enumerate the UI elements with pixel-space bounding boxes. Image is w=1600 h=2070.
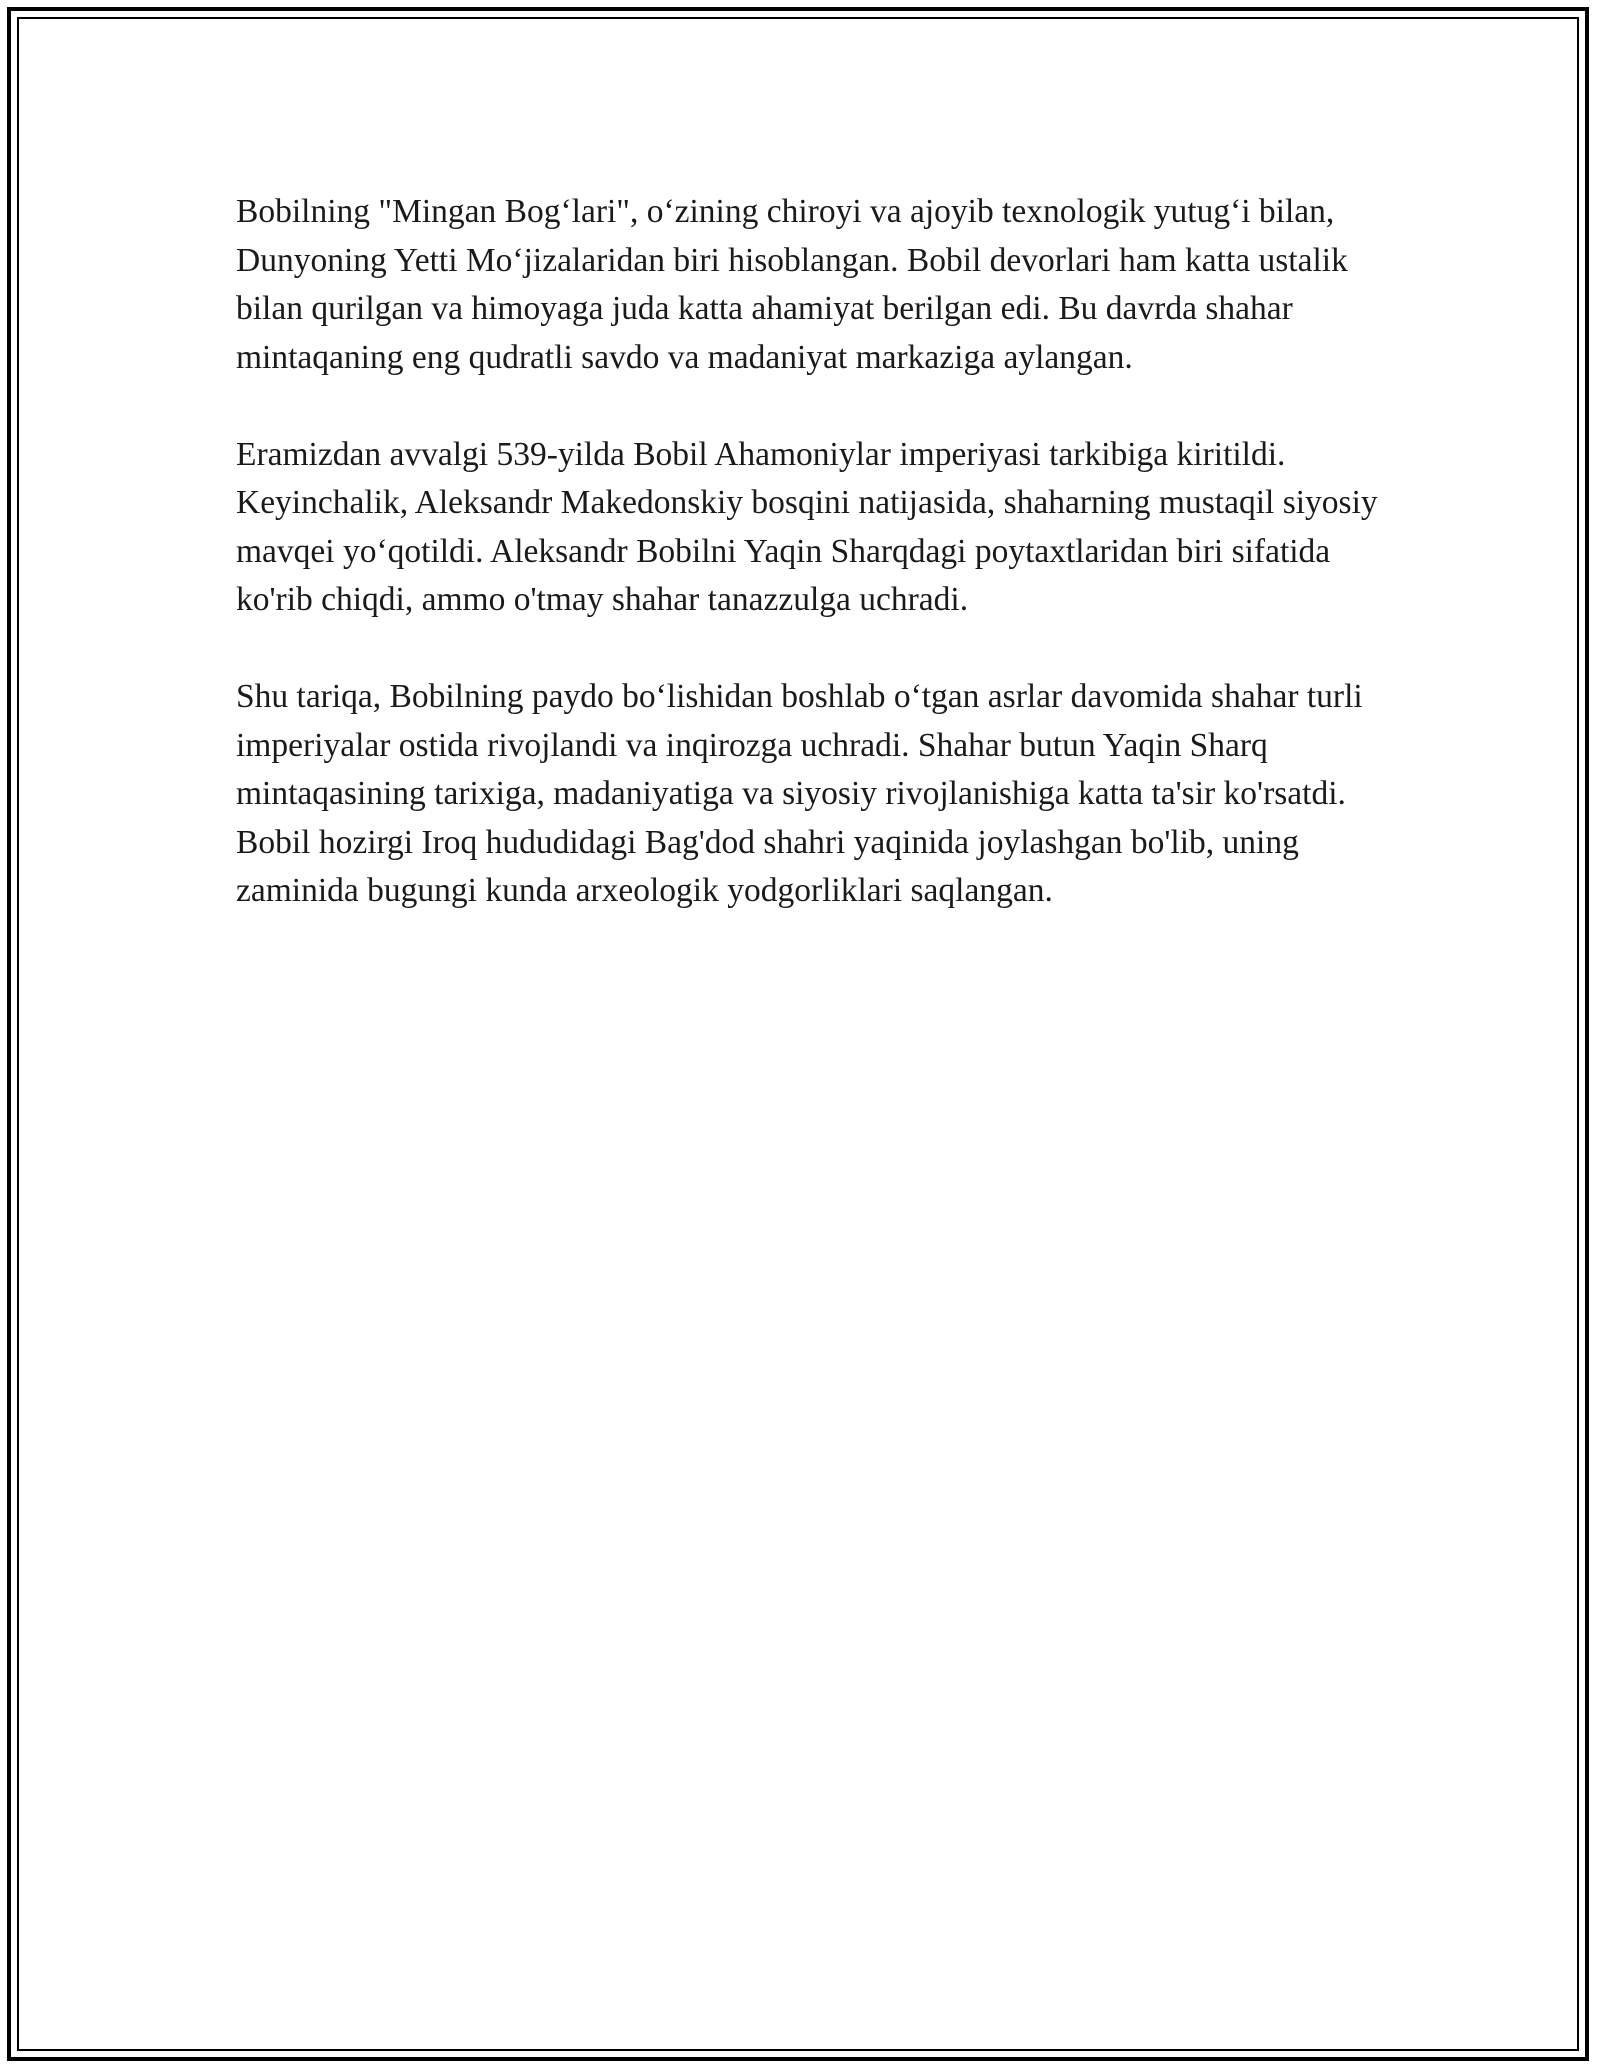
document-body <box>236 188 1386 964</box>
paragraph-2: Eramizdan avvalgi 539-yilda Bobil Ahamoniylar imperiyasi tarkibiga kiritildi. Keyinchalik, Aleksandr Makedonskiy bosqini natijasida, shaharning mustaqil siyosiy mavqei yo‘qotildi. Aleksandr Bobilni Yaqin Sharqdagi poytaxtlaridan biri sifatida ko'rib chiqdi, ammo o'tmay shahar tanazzulga uchradi. <box>236 435 1378 618</box>
paragraph-3: Shu tariqa, Bobilning paydo bo‘lishidan boshlab o‘tgan asrlar davomida shahar turli imperiyalar ostida rivojlandi va inqirozga uchradi. Shahar butun Yaqin Sharq mintaqasining tarixiga, madaniyatiga va siyosiy rivojlanishiga katta ta'sir ko'rsatdi. Bobil hozirgi Iroq hududidagi Bag'dod shahri yaqinida joylashgan bo'lib, uning zaminida bugungi kunda arxeologik yodgorliklari saqlangan. <box>236 678 1363 909</box>
paragraph-1: Bobilning "Mingan Bog‘lari", o‘zining chiroyi va ajoyib texnologik yutug‘i bilan, Dunyoning Yetti Mo‘jizalaridan biri hisoblangan. Bobil devorlari ham katta ustalik bilan qurilgan va himoyaga juda katta ahamiyat berilgan edi. Bu davrda shahar mintaqaning eng qudratli savdo va madaniyat markaziga aylangan. <box>236 193 1348 376</box>
